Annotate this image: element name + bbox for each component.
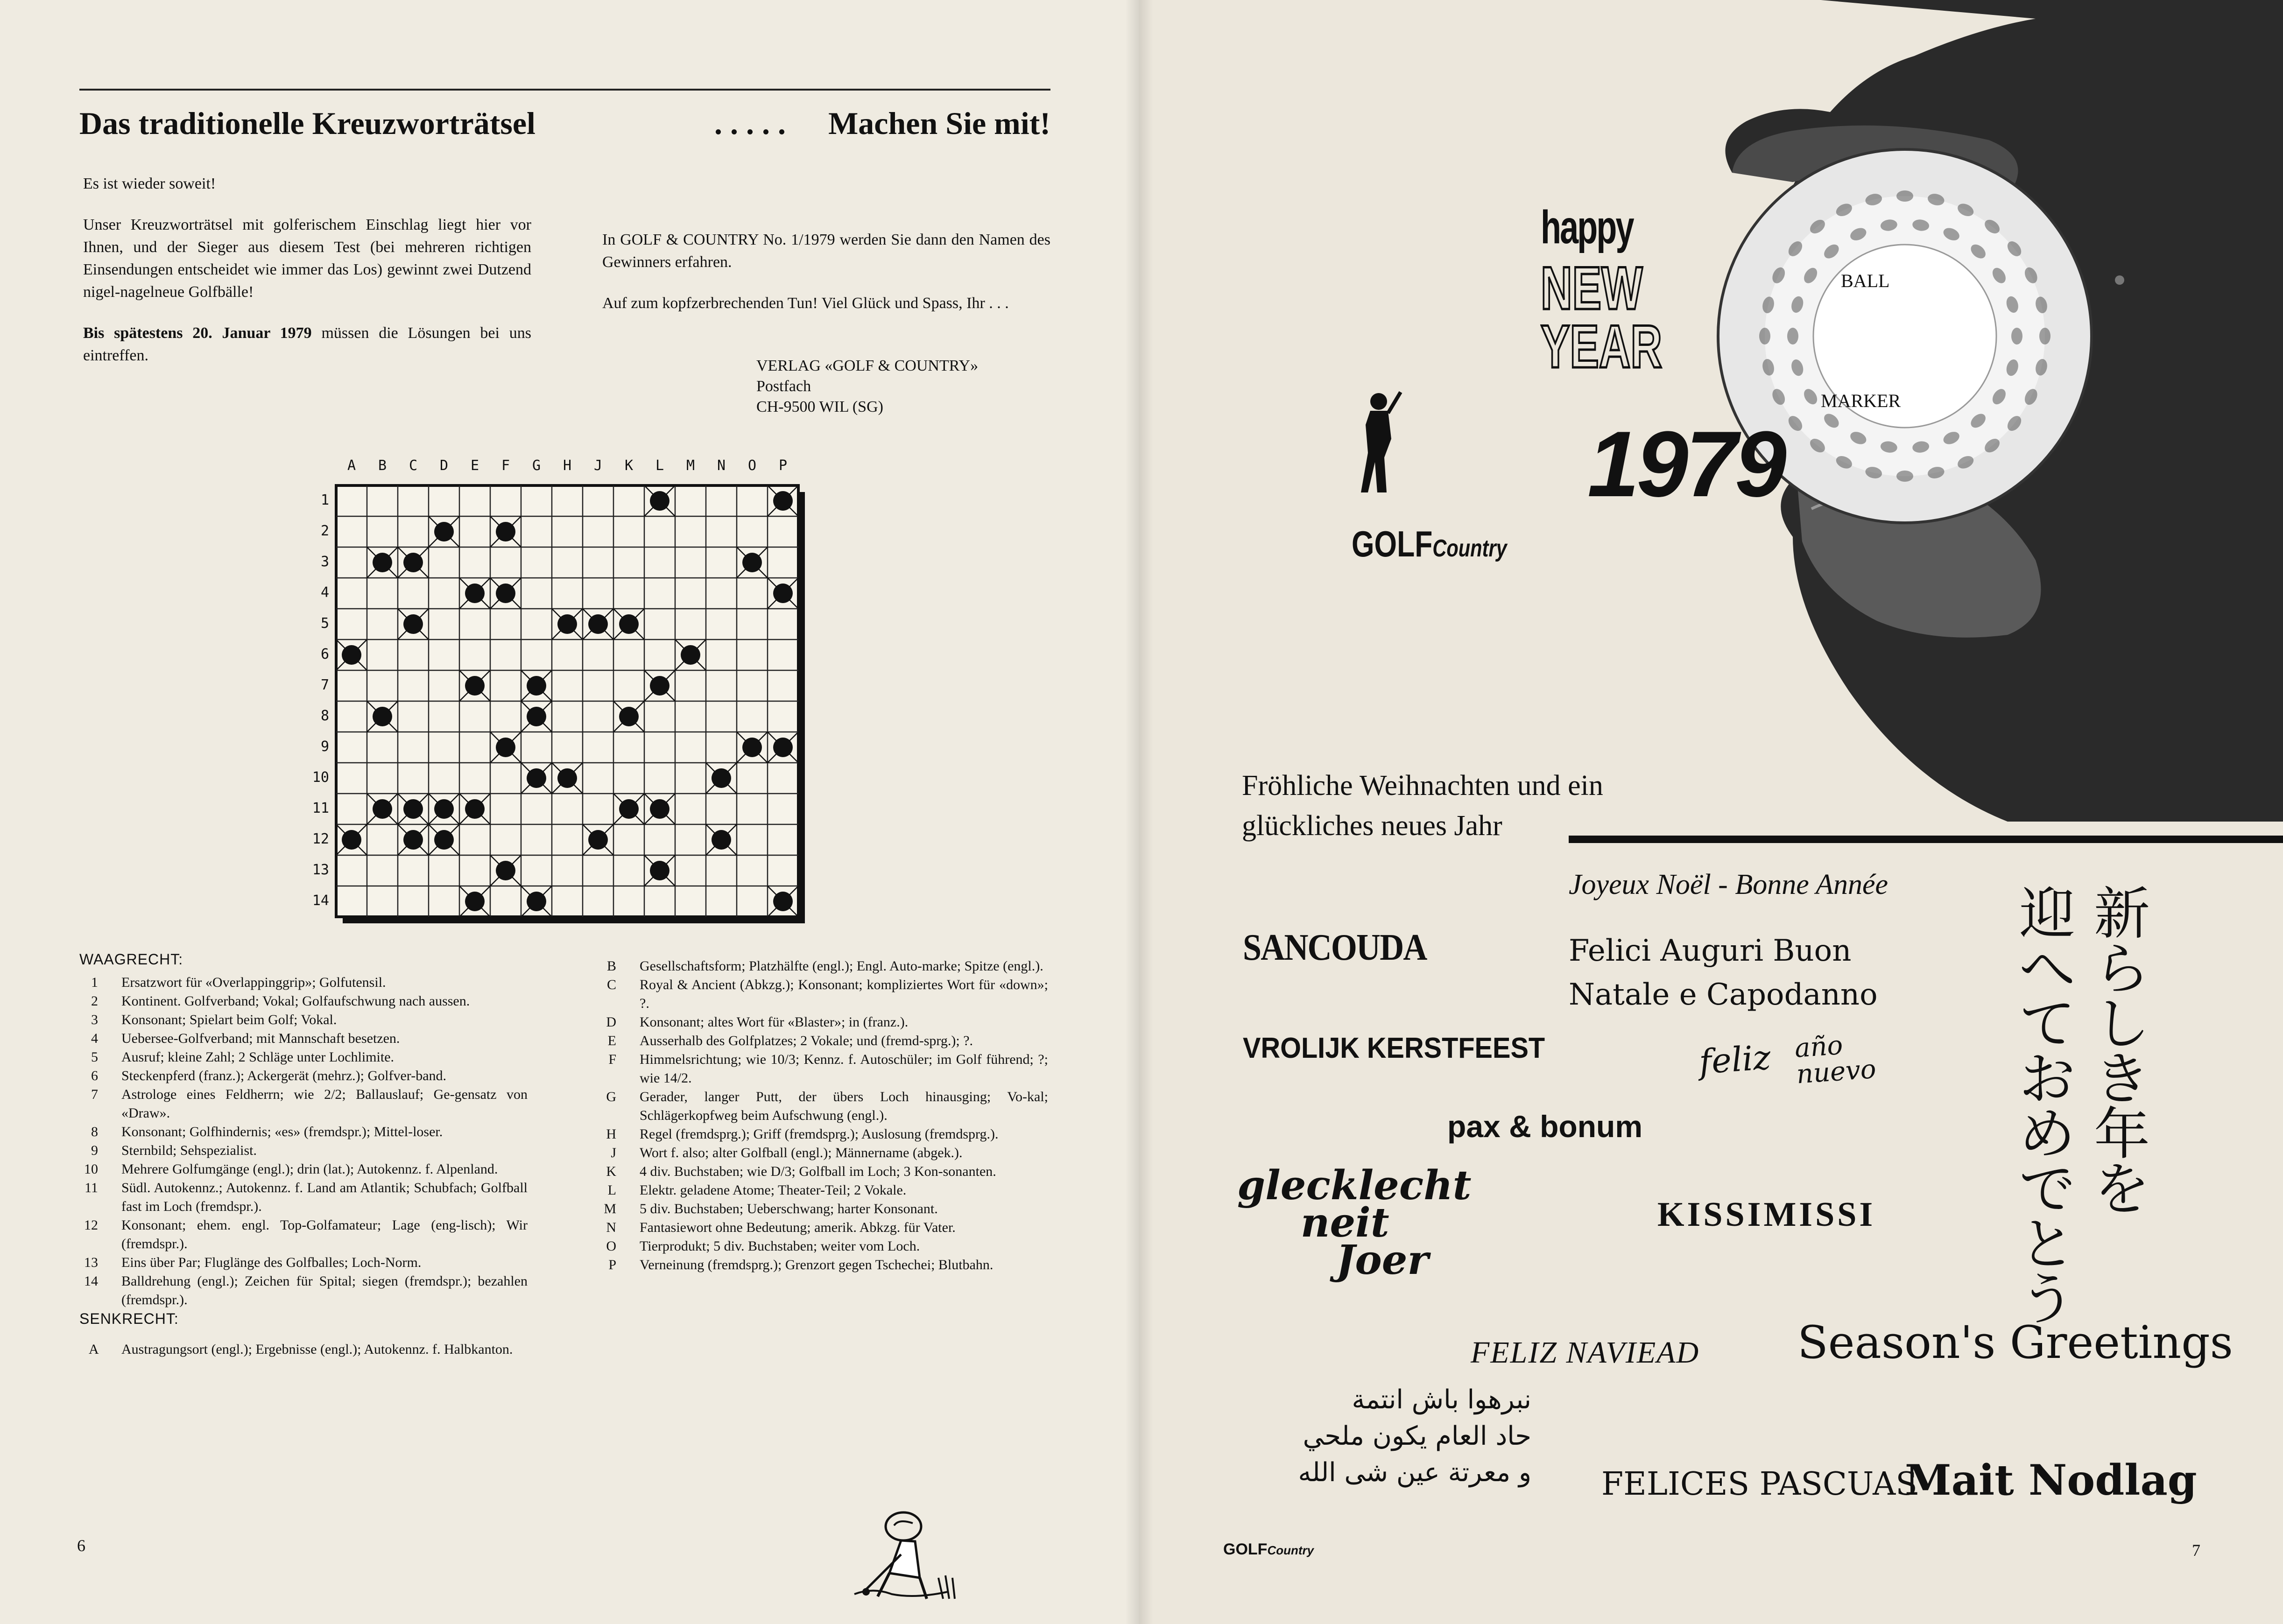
greeting-felices-pascuas: FELICES PASCUAS <box>1601 1466 1917 1503</box>
waagrecht-clue <box>79 1253 528 1272</box>
happy-text: happy <box>1541 201 1633 253</box>
column-letter: C <box>409 457 418 474</box>
deadline-bold: Bis spätestens 20. Januar 1979 <box>83 324 312 342</box>
clue-text: Kontinent. Golfverband; Vokal; Golfaufschwung nach aussen. <box>121 993 470 1009</box>
greeting-it-line-1: Felici Auguri Buon <box>1569 934 1852 968</box>
clue-number: K <box>606 1164 616 1179</box>
clue-text: Uebersee-Golfverband; mit Mannschaft besetzen. <box>121 1031 400 1046</box>
clue-number: E <box>607 1033 616 1048</box>
ball-dimple <box>1896 471 1913 482</box>
japanese-char: ら <box>2094 937 2150 1002</box>
column-letter: K <box>624 457 634 474</box>
row-number: 12 <box>312 831 329 847</box>
senkrecht-clue <box>598 1032 1048 1050</box>
year-word: YEAR <box>1541 312 1663 380</box>
clue-number: G <box>606 1089 616 1104</box>
es-word-2: año <box>1793 1030 1844 1064</box>
row-number: 2 <box>320 523 329 539</box>
column-letter: G <box>532 457 541 474</box>
clue-text: 4 div. Buchstaben; wie D/3; Golfball im Loch; 3 Kon-sonanten. <box>640 1164 996 1179</box>
verlag-line: VERLAG «GOLF & COUNTRY» <box>756 357 979 374</box>
japanese-char: め <box>2019 1102 2075 1167</box>
top-rule <box>79 89 1050 91</box>
column-letter: M <box>686 457 695 474</box>
senkrecht-clue <box>598 1088 1048 1125</box>
greeting-seasons: Season's Greetings <box>1797 1316 2233 1369</box>
senkrecht-clue <box>598 1200 1048 1218</box>
clue-text: Sternbild; Sehspezialist. <box>121 1143 257 1158</box>
row-number: 4 <box>320 584 329 601</box>
column-letter: L <box>655 457 664 474</box>
clue-text: Eins über Par; Fluglänge des Golfballes; Loch-Norm. <box>121 1255 422 1270</box>
mid-rule <box>1569 836 2283 843</box>
city-line: CH-9500 WIL (SG) <box>756 398 883 415</box>
senkrecht-clue <box>598 1144 1048 1162</box>
page-title <box>79 105 1050 147</box>
greeting-de-line-1: Fröhliche Weihnachten und ein <box>1242 770 1603 801</box>
senkrecht-clue <box>598 976 1048 1013</box>
waagrecht-clue <box>79 1123 528 1141</box>
column-letter: P <box>778 457 788 474</box>
ball-dimple <box>2039 328 2050 344</box>
ball-dimple <box>2011 328 2022 344</box>
clue-number: L <box>607 1182 616 1198</box>
es-words-2-3 <box>1794 1030 1877 1088</box>
japanese-char: し <box>2094 992 2150 1057</box>
golfer-cartoon <box>845 1508 966 1606</box>
clue-text: Konsonant; Golfhindernis; «es» (fremdspr.); Mittel-loser. <box>121 1124 443 1139</box>
clue-text: Tierprodukt; 5 div. Buchstaben; weiter vom Loch. <box>640 1238 920 1254</box>
column-letter: A <box>347 457 356 474</box>
crossword-svg <box>299 460 952 955</box>
japanese-char: て <box>2019 992 2075 1057</box>
clue-number: N <box>606 1220 616 1235</box>
waagrecht-clue <box>79 973 528 992</box>
senkrecht-clue <box>598 1256 1048 1274</box>
book-gutter <box>1125 0 1153 1624</box>
clue-number: F <box>608 1052 616 1067</box>
year-1979: 1979 <box>1587 412 1784 516</box>
greeting-japanese-col-1 <box>2092 882 2152 1222</box>
clue-number: 12 <box>84 1217 98 1233</box>
column-letter: N <box>717 457 726 474</box>
new-word: NEW <box>1541 254 1643 322</box>
clue-number: O <box>606 1238 616 1254</box>
clue-number: 9 <box>91 1143 98 1158</box>
senkrecht-clue <box>598 1013 1048 1032</box>
clue-letter: A <box>89 1342 99 1357</box>
waagrecht-list <box>79 973 528 1309</box>
japanese-char: き <box>2094 1047 2150 1112</box>
clue-text: Mehrere Golfumgänge (engl.); drin (lat.); Autokennz. f. Alpenland. <box>121 1161 498 1177</box>
clue-text: 5 div. Buchstaben; Ueberschwang; harter Konsonant. <box>640 1201 938 1216</box>
clue-number: J <box>611 1145 616 1160</box>
column-letter: E <box>470 457 479 474</box>
title-dots: . . . . . <box>714 105 786 141</box>
japanese-char: と <box>2019 1212 2075 1277</box>
clue-number: P <box>608 1257 616 1272</box>
logo-golf: GOLF <box>1352 523 1433 564</box>
greeting-german <box>1242 766 1603 846</box>
footer-logo-golf: GOLF <box>1223 1540 1268 1558</box>
deadline-paragraph <box>83 322 531 367</box>
japanese-char: う <box>2019 1267 2075 1332</box>
ball-label-bottom: MARKER <box>1821 390 1901 411</box>
waagrecht-clue <box>79 1011 528 1029</box>
senkrecht-heading: SENKRECHT: <box>79 1310 179 1327</box>
waagrecht-heading: WAAGRECHT: <box>79 951 183 968</box>
clues-right-column <box>598 957 1048 1274</box>
clue-text: Verneinung (fremdsprg.); Grenzort gegen Tschechei; Blutbahn. <box>640 1257 994 1272</box>
greeting-sancouda: SANCOUDA <box>1243 927 1427 968</box>
clue-text: Himmelsrichtung; wie 10/3; Kennz. f. Autoschüler; im Golf führend; ?; wie 14/2. <box>640 1052 1048 1086</box>
arabic-line-2: حاد العام يكون ملحي <box>1303 1421 1531 1451</box>
clue-text: Ersatzwort für «Overlappinggrip»; Golfutensil. <box>121 975 386 990</box>
waagrecht-clue <box>79 1272 528 1309</box>
clue-text: Astrologe eines Feldherrn; wie 2/2; Ballauslauf; Ge-gensatz von «Draw». <box>121 1087 528 1121</box>
clue-number: 3 <box>91 1012 98 1027</box>
clue-number: C <box>606 977 616 992</box>
intro-paragraph-2: Unser Kreuzworträtsel mit golferischem Einschlag liegt hier vor Ihnen, und der Sieger aus diesem Test (bei mehreren richtigen Einsendungen entscheidet wie immer das Los) gewinnt zwei Dutzend nigel-nagelneue Golfbälle! <box>83 216 531 301</box>
clue-text: Konsonant; altes Wort für «Blaster»; in (franz.). <box>640 1014 909 1030</box>
postfach-line: Postfach <box>756 378 811 395</box>
waagrecht-clue <box>79 1085 528 1123</box>
greeting-latin: pax & bonum <box>1447 1109 1643 1144</box>
clue-number: 10 <box>84 1161 98 1177</box>
clues-left-column <box>79 950 528 1359</box>
ball-dimple <box>1759 328 1770 344</box>
clue-text: Regel (fremdsprg.); Griff (fremdsprg.); Auslosung (fremdsprg.). <box>640 1126 999 1142</box>
footer-logo <box>1223 1540 1314 1559</box>
greeting-italian <box>1569 929 1878 1017</box>
title-right: Machen Sie mit! <box>828 105 1050 141</box>
column-letter: F <box>501 457 510 474</box>
page-number-left: 6 <box>77 1536 85 1555</box>
japanese-char: で <box>2019 1157 2075 1222</box>
intro-line-1: Es ist wieder soweit! <box>83 175 216 192</box>
row-number: 1 <box>320 492 329 508</box>
clue-text: Südl. Autokennz.; Autokennz. f. Land am Atlantik; Schubfach; Golfball fast im Loch (fremdspr.). <box>121 1180 528 1214</box>
clue-number: M <box>604 1201 616 1216</box>
footer-logo-country: Country <box>1267 1543 1314 1557</box>
japanese-char: 迎 <box>2019 882 2075 947</box>
greeting-japanese-col-2 <box>2017 882 2078 1332</box>
greeting-feliz-naviead: FELIZ NAVIEAD <box>1471 1336 1700 1370</box>
waagrecht-clue <box>79 1067 528 1085</box>
waagrecht-clue <box>79 992 528 1011</box>
clue-number: H <box>606 1126 616 1142</box>
waagrecht-clue <box>79 1216 528 1253</box>
title-main: Das traditionelle Kreuzworträtsel <box>79 105 536 141</box>
right-page <box>1139 0 2283 1624</box>
publisher-address <box>756 356 978 417</box>
japanese-char: へ <box>2019 937 2075 1002</box>
clue-text: Konsonant; ehem. engl. Top-Golfamateur; Lage (eng-lisch); Wir (fremdspr.). <box>121 1217 528 1251</box>
clue-number: 8 <box>91 1124 98 1139</box>
clue-number: 7 <box>91 1087 98 1102</box>
clue-number: B <box>606 958 616 974</box>
golfer-silhouette-icon <box>1352 387 1403 495</box>
waagrecht-clue <box>79 1141 528 1160</box>
waagrecht-clue <box>79 1029 528 1048</box>
clue-text: Royal & Ancient (Abkzg.); Konsonant; kompliziertes Wort für «down»; ?. <box>640 977 1048 1011</box>
fris-line-3: Joer <box>1336 1237 1429 1284</box>
left-page <box>0 0 1139 1624</box>
row-number: 11 <box>312 800 329 816</box>
column-letter: B <box>378 457 387 474</box>
senkrecht-clue <box>598 1181 1048 1200</box>
senkrecht-clue <box>598 1125 1048 1144</box>
greeting-kissimissi: KISSIMISSI <box>1657 1195 1876 1234</box>
column-letter: O <box>747 457 757 474</box>
greeting-dutch: VROLIJK KERSTFEEST <box>1243 1032 1545 1064</box>
greeting-french: Joyeux Noël - Bonne Année <box>1569 869 1888 900</box>
clue-number: D <box>606 1014 616 1030</box>
clue-number: 6 <box>91 1068 98 1083</box>
deadline-rest: müssen die Lösungen bei uns eintreffen. <box>83 324 531 364</box>
fris-line-1: glecklecht <box>1237 1162 1472 1209</box>
intro-column-right <box>602 229 1050 333</box>
clue-text: Wort f. also; alter Golfball (engl.); Männername (abgek.). <box>640 1145 963 1160</box>
new-year-text <box>1541 254 1663 380</box>
fris-line-2: neit <box>1300 1199 1389 1246</box>
clue-number: 2 <box>91 993 98 1009</box>
greeting-mait-nodlag: Mait Nodlag <box>1905 1455 2197 1505</box>
greeting-de-line-2: glückliches neues Jahr <box>1242 810 1502 842</box>
row-number: 9 <box>320 738 329 755</box>
waagrecht-clue <box>79 1048 528 1067</box>
senkrecht-clue <box>598 957 1048 976</box>
row-number: 6 <box>320 646 329 662</box>
senkrecht-clue <box>598 1218 1048 1237</box>
waagrecht-clue <box>79 1179 528 1216</box>
senkrecht-clue <box>598 1237 1048 1256</box>
clue-text: Balldrehung (engl.); Zeichen für Spital; siegen (fremdspr.); bezahlen (fremdspr.). <box>121 1273 528 1308</box>
clue-text: Steckenpferd (franz.); Ackergerät (mehrz.); Golfver-band. <box>121 1068 447 1083</box>
es-word-1: feliz <box>1698 1037 1772 1082</box>
row-number: 10 <box>312 769 329 786</box>
intro-column-left <box>83 173 531 386</box>
senkrecht-clue <box>598 1162 1048 1181</box>
clue-number: 14 <box>84 1273 98 1289</box>
clue-text: Fantasiewort ohne Bedeutung; amerik. Abkzg. für Vater. <box>640 1220 956 1235</box>
row-number: 3 <box>320 554 329 570</box>
ball-label-top: BALL <box>1841 270 1890 291</box>
japanese-char: 年 <box>2094 1102 2150 1167</box>
column-letter: H <box>563 457 572 474</box>
japanese-char: 新 <box>2094 882 2150 947</box>
clue-number: 5 <box>91 1049 98 1065</box>
golf-country-logo <box>1352 523 1507 565</box>
greeting-spanish-handwritten <box>1698 1030 1877 1095</box>
clue-text: Ausserhalb des Golfplatzes; 2 Vokale; und (fremd-sprg.); ?. <box>640 1033 973 1048</box>
greeting-arabic <box>1265 1382 1531 1491</box>
arabic-line-1: نبرهوا باش انتمة <box>1352 1385 1531 1415</box>
intro-paragraph-3: In GOLF & COUNTRY No. 1/1979 werden Sie dann den Namen des Gewinners erfahren. <box>602 231 1050 271</box>
japanese-char: お <box>2019 1047 2075 1112</box>
waagrecht-clue <box>79 1160 528 1179</box>
row-number: 13 <box>312 862 329 878</box>
clue-number: 11 <box>85 1180 98 1195</box>
ball-dimple <box>1896 190 1913 202</box>
clue-text: Austragungsort (engl.); Ergebnisse (engl.); Autokennz. f. Halbkanton. <box>121 1342 513 1357</box>
greeting-frisian <box>1237 1162 1472 1284</box>
column-letter: D <box>439 457 449 474</box>
clue-number: 4 <box>91 1031 98 1046</box>
clue-text: Gesellschaftsform; Platzhälfte (engl.); Engl. Auto-marke; Spitze (engl.). <box>640 958 1043 974</box>
senkrecht-clue <box>598 1050 1048 1088</box>
row-number: 5 <box>320 615 329 632</box>
senkrecht-list <box>598 957 1048 1274</box>
clue-number: 13 <box>84 1255 98 1270</box>
clue-text: Konsonant; Spielart beim Golf; Vokal. <box>121 1012 337 1027</box>
ball-dimple <box>1787 328 1798 344</box>
greeting-it-line-2: Natale e Capodanno <box>1569 977 1878 1012</box>
japanese-char: を <box>2094 1157 2150 1222</box>
row-number: 8 <box>320 708 329 724</box>
intro-paragraph-4: Auf zum kopfzerbrechenden Tun! Viel Glück und Spass, Ihr . . . <box>602 295 1009 312</box>
page-number-right: 7 <box>2192 1541 2200 1560</box>
row-number: 14 <box>312 893 329 909</box>
clue-text: Gerader, langer Putt, der übers Loch hinausging; Vo-kal; Schlägerkopfweg beim Aufschwung (engl.). <box>640 1089 1048 1123</box>
clue-number: 1 <box>91 975 98 990</box>
clue-text: Elektr. geladene Atome; Theater-Teil; 2 Vokale. <box>640 1182 907 1198</box>
senkrecht-clue-a <box>79 1340 528 1359</box>
clue-text: Ausruf; kleine Zahl; 2 Schläge unter Lochlimite. <box>121 1049 395 1065</box>
logo-country: Country <box>1432 535 1507 562</box>
es-word-3: nuevo <box>1795 1054 1877 1090</box>
column-letter: J <box>593 457 603 474</box>
arabic-line-3: و معرتة عين شى الله <box>1298 1457 1531 1488</box>
row-number: 7 <box>320 677 329 693</box>
